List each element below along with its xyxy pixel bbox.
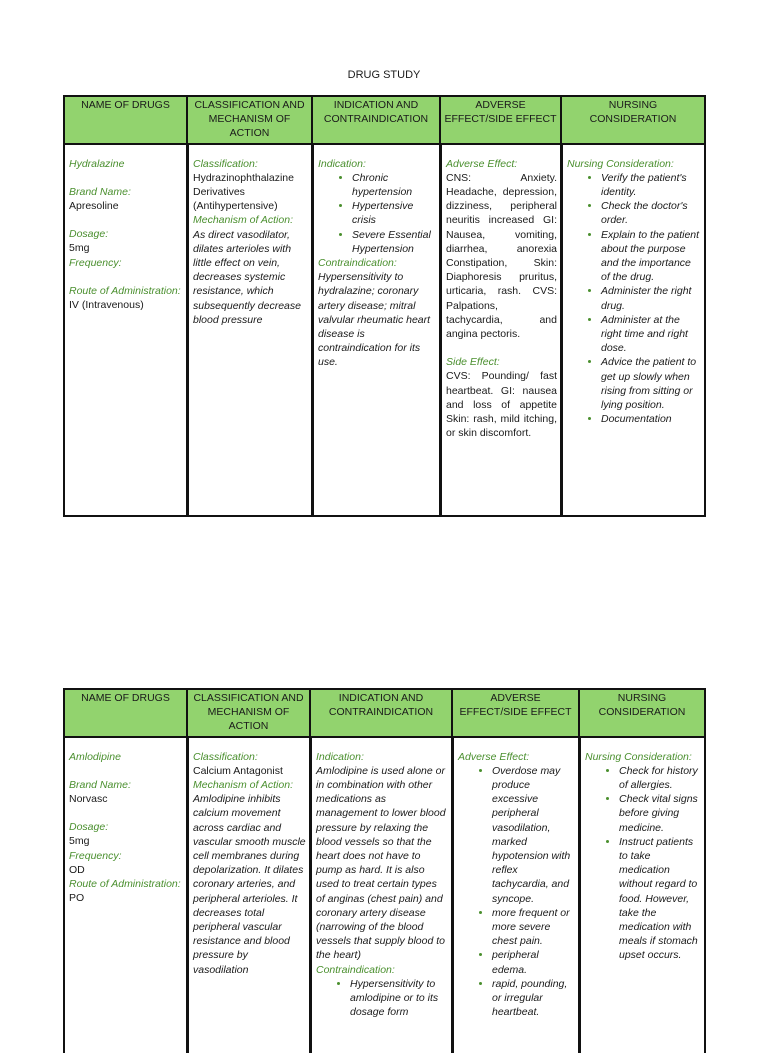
drug-study-table-amlodipine (63, 688, 706, 1053)
cell-nursing (561, 145, 706, 517)
contraindication-label: Contraindication: (318, 257, 397, 270)
header-nursing-consideration: NURSING CONSIDERATION (561, 95, 706, 145)
route-label: Route of Administration: (69, 878, 181, 891)
list-item: • Hypertensive crisis (352, 199, 436, 227)
list-item: • more frequent or more severe chest pain. (492, 906, 575, 949)
list-item: • Verify the patient's identity. (601, 171, 701, 199)
route-label: Route of Administration: (69, 284, 181, 297)
cell-classification (187, 738, 310, 1053)
indication-value: Amlodipine is used alone or in combination with other medications as management to lower blood pressure by relaxing the blood vessels so that the heart does not have to pump as hard. It is also used to treat certain types of anginas (chest pain) and coronary artery disease (narrowing of the blood vessels that supply blood to the heart) (316, 764, 446, 962)
list-item: • peripheral edema. (492, 948, 575, 976)
list-item: • Check vital signs before giving medicine. (619, 792, 701, 835)
header-classification: CLASSIFICATION AND MECHANISM OF ACTION (187, 95, 312, 145)
cell-adverse (452, 738, 579, 1053)
list-item: • Explain to the patient about the purpose and the importance of the drug. (601, 228, 701, 285)
header-name-of-drugs: NAME OF DRUGS (63, 95, 187, 145)
dosage-label: Dosage: (69, 228, 109, 241)
drug-name: Amlodipine (69, 750, 121, 763)
header-nursing-consideration: NURSING CONSIDERATION (579, 688, 706, 738)
cell-adverse (440, 145, 561, 517)
moa-label: Mechanism of Action: (193, 779, 293, 792)
brand-name: Norvasc (69, 793, 108, 806)
side-effect-value: CVS: Pounding/ fast heartbeat. GI: nausea and loss of appetite Skin: rash, mild itching, or skin discomfort. (446, 370, 557, 440)
cell-drug-name (63, 738, 187, 1053)
header-indication: INDICATION AND CONTRAINDICATION (312, 95, 440, 145)
indication-label: Indication: (316, 750, 364, 763)
cell-indication (312, 145, 440, 517)
list-item: • Instruct patients to take medication without regard to food. However, take the medication with meals if stomach upset occurs. (619, 835, 701, 963)
side-effect-label: Side Effect: (446, 356, 500, 369)
list-item: • Hypersensitivity to amlodipine or to its dosage form (350, 977, 448, 1020)
list-item: • Check for history of allergies. (619, 764, 701, 792)
adverse-label: Adverse Effect: (458, 750, 530, 763)
dosage-value: 5mg (69, 835, 90, 848)
list-item: • Documentation (601, 412, 701, 426)
nursing-label: Nursing Consideration: (585, 750, 692, 763)
adverse-list (458, 764, 575, 1020)
list-item: • Chronic hypertension (352, 171, 436, 199)
classification-label: Classification: (193, 750, 258, 763)
contraindication-label: Contraindication: (316, 963, 395, 976)
route-value: IV (Intravenous) (69, 299, 144, 312)
classification-value: Hydrazinophthalazine Derivatives (Antihypertensive) (193, 171, 294, 213)
header-adverse-effect: ADVERSE EFFECT/SIDE EFFECT (452, 688, 579, 738)
frequency-label: Frequency: (69, 849, 122, 862)
nursing-list (585, 764, 701, 963)
header-adverse-effect: ADVERSE EFFECT/SIDE EFFECT (440, 95, 561, 145)
dosage-label: Dosage: (69, 821, 109, 834)
dosage-value: 5mg (69, 242, 90, 255)
adverse-value: CNS: Anxiety. Headache, depression, dizziness, peripheral neuritis increased GI: Nausea, vomiting, diarrhea, anorexia Constipation, Skin: Diaphoresis pruritus, urticaria, rash. CVS: Palpations, tachycardia, and angina pectoris. (446, 171, 557, 341)
contraindication-list (316, 977, 448, 1020)
drug-name: Hydralazine (69, 157, 125, 170)
nursing-label: Nursing Consideration: (567, 157, 674, 170)
brand-label: Brand Name: (69, 778, 131, 791)
list-item: • rapid, pounding, or irregular heartbeat. (492, 977, 575, 1020)
cell-nursing (579, 738, 706, 1053)
indication-list (318, 171, 436, 256)
header-indication: INDICATION AND CONTRAINDICATION (310, 688, 452, 738)
indication-label: Indication: (318, 157, 366, 170)
brand-name: Apresoline (69, 200, 119, 213)
classification-value: Calcium Antagonist (193, 764, 283, 777)
moa-value: Amlodipine inhibits calcium movement across cardiac and vascular smooth muscle cell membranes during depolarization. It dilates coronary arteries, and peripheral arterioles. It decreases total peripheral vascular resistance and blood pressure by vasodilation (193, 793, 306, 976)
frequency-label: Frequency: (69, 256, 122, 269)
list-item: • Advice the patient to get up slowly when rising from sitting or lying position. (601, 355, 701, 412)
adverse-label: Adverse Effect: (446, 157, 518, 170)
moa-value: As direct vasodilator, dilates arterioles with little effect on vein, decreases systemic resistance, which subsequently decrease blood pressure (193, 228, 301, 326)
nursing-list (567, 171, 701, 427)
list-item: • Administer the right drug. (601, 284, 701, 312)
list-item: • Overdose may produce excessive peripheral vasodilation, marked hypotension with reflex tachycardia, and syncope. (492, 764, 575, 906)
moa-label: Mechanism of Action: (193, 214, 293, 227)
cell-classification (187, 145, 312, 517)
header-name-of-drugs: NAME OF DRUGS (63, 688, 187, 738)
list-item: • Severe Essential Hypertension (352, 228, 436, 256)
header-classification: CLASSIFICATION AND MECHANISM OF ACTION (187, 688, 310, 738)
drug-study-table-hydralazine (63, 95, 706, 517)
brand-label: Brand Name: (69, 185, 131, 198)
page-title: DRUG STUDY (347, 69, 421, 81)
route-value: PO (69, 892, 85, 905)
list-item: • Administer at the right time and right dose. (601, 313, 701, 356)
list-item: • Check the doctor's order. (601, 199, 701, 227)
contraindication-value: Hypersensitivity to hydralazine; coronary artery disease; mitral valvular rheumatic heart disease is contraindication for its use. (318, 271, 431, 369)
frequency-value: OD (69, 863, 85, 876)
cell-drug-name (63, 145, 187, 517)
cell-indication (310, 738, 452, 1053)
classification-label: Classification: (193, 157, 258, 170)
